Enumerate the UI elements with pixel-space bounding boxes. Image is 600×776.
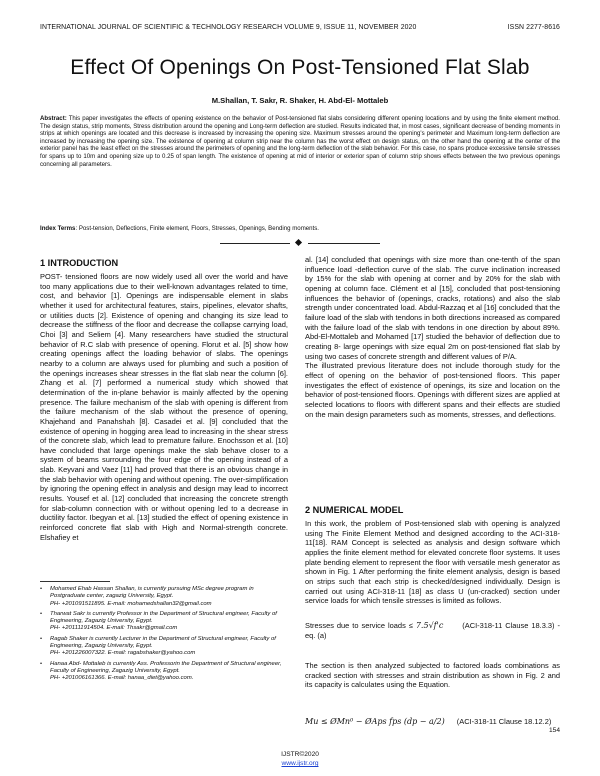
capacity-equation: Mu ≤ ØMn⁰ − ØAps fps (dp − a/2) [305, 717, 445, 726]
stress-limit-equation: 7.5√f'c [415, 621, 444, 630]
intro-paragraph: POST- tensioned floors are now widely used all over the world and have too many applications due to their well-known advantages related to time, cost, and behavior [1]. Openings are indispensable element in slabs whether it used for architectural features, stairs, pipelines, elevator shafts, or utilities ducts [2]. Existence of opening and changing its size lead to decrease the stiffness of the floor and decrease the collapse carrying load, Choi [3] and Seliem [4]. Many researchers have studied the structural behavior of R.C slab with presence of opening. Florut et al. [5] show how creating openings affect the loading behavior of slabs. The openings nearby to a column are always used for plumbing and such a position of the openings increases shear stresses in the flat slab near the column [6]. Zhang et al. [7] performed a numerical study which showed that determination of the in-plane behavior is mainly affected by the opening presence. The failure mechanism of the slab with opening is different from the failure mechanism of the slab without the presence of opening, Khajehand and Panahshah [8]. Casadei et al. [9] concluded that the existence of opening in hogging area lead to increasing in the shear stress of the concrete slab, which lead to premature failure. Enochsson et al. [10] have concluded that large openings make the slab behave closer to a system of beams surrounding the four edge of the opening instead of a slab. Keyvani and Vaez [11] had proved that there is an obvious change in the slab behavior with opening and without opening. The over-simplification by ignoring the opening effect in analysis and design may lead to incorrect results. Yousef et al. [12] concluded that increasing the concrete strength for slab-column connection with or without opening led to a decrease in ductility factor. Ibegyan et al. [13] studied the effect of opening existence in reinforced concrete flat slab with High and Normal-strength concrete. Elshafiey et [40, 272, 288, 542]
footer-copyright: IJSTR©2020 [281, 751, 319, 758]
abstract [40, 115, 560, 168]
right-column [305, 255, 560, 419]
numerical-model-paragraph: In this work, the problem of Post-tensioned slab with opening is analyzed using The Finite Element Method and designed according to the ACI-318-11[18]. RAM Concept is selected as analysis and design software which applies the finite element method for elevated concrete floor systems. It uses plate bending element to represent the floor with versatile mesh generator as shown in Fig. 1 After performing the finite element analysis, design is based on strips such that each strip is checked/designed individually. Design is carried out using ACI-318-11 [18] as class U (un-cracked) section under service loads for which tensile stresses is limited as follows. [305, 519, 560, 606]
capacity-equation-line [305, 717, 560, 727]
section-2-heading: 2 NUMERICAL MODEL [305, 505, 404, 515]
index-terms-label: Index Terms [40, 225, 76, 232]
footer-url-wrap [0, 760, 600, 767]
section-divider [220, 239, 380, 247]
intro-continued: al. [14] concluded that openings with size more than one-tenth of the span influence load -deflection curve of the slab. The curve inclination increased by 15% for the slab with opening at corner and by 20% for the slab with opening at column face. Clément et al [15], concluded that post-tensioning influences the behavior of (openings, cracks, rotations) and also the slab strength under concentrated load. Abdul-Razzaq et al [16] concluded that the failure load of the slab with tendons in both directions increased as compared with the failure load of the slab with tendons in one direction by about 89%. Abd-El-Mottaleb and Mohamed [17] studied the behavior of deflection due to creating 8- large openings with size equal 2m on post-tensioned flat slab by using two cases of concrete strength and different values of P/A. [305, 255, 560, 361]
intro-scope: The illustrated previous literature does not include thorough study for the effect of opening on the behavior of post-tensioned floors. This paper investigates the effect of existence of openings, its size and location on the behavior of post-tensioned floors. Openings with different sizes are applied at selected locations to floors with different spans and their effects are studied on the main design parameters such as moments, stresses, and deflections. [305, 361, 560, 419]
stress-limit-text: Stresses due to service loads ≤ [305, 621, 413, 630]
section-capacity-paragraph: The section is then analyzed subjected to factored loads combinations as cracked section with stresses and strain distribution as shown in Fig. 2 and its capacity is calculates using the Equation. [305, 661, 560, 690]
capacity-equation-reference: (ACI-318-11 Clause 18.12.2) [456, 717, 552, 726]
issn: ISSN 2277-8616 [507, 24, 560, 31]
footnote-rule [40, 581, 110, 582]
footnote-1: • Mohamed Ehab Hassan Shallan, is currently pursuing MSc degree program in Postgraduate center, zagazig University, Egypt. PH- +201091511895. E-mail: mohamedshallan32@gmail.com [40, 586, 254, 607]
stress-limit-reference: (ACI-318-11 Clause 18.3.3) -eq. (a) [305, 621, 560, 640]
index-terms [40, 225, 560, 232]
intro-body [40, 272, 288, 542]
footnote-2: • Tharwat Sakr is currently Professor in the Department of Structural engineer, Faculty of Engineering, Zagazig University, Egypt. PH- +201111914504. E-mail: Thsakr@gmail.com [40, 610, 277, 632]
section-capacity-text [305, 661, 560, 690]
divider-diamond-icon [295, 239, 302, 246]
journal-name: INTERNATIONAL JOURNAL OF SCIENTIFIC & TECHNOLOGY RESEARCH VOLUME 9, ISSUE 11, NOVEMBER 2020 [40, 24, 417, 31]
abstract-label: Abstract: [40, 115, 67, 122]
journal-url-link[interactable]: www.ijstr.org [281, 760, 319, 767]
authors: M.Shallan, T. Sakr, R. Shaker, H. Abd-El- Mottaleb [211, 96, 389, 105]
page-number: 154 [548, 727, 560, 734]
paper-title: Effect Of Openings On Post-Tensioned Flat Slab [70, 56, 530, 79]
footnote-4: • Hanaa Abd- Mottaleb is currently Ass. Professorin the Department of Structural engineer, Faculty of Engineering, Zagazig University, Egypt. PH- +201006161366. E-mail: hanaa_diet@yahoo.com. [40, 660, 282, 682]
author-footnotes [40, 586, 288, 686]
abstract-text: This paper investigates the effects of opening existence on the behavior of Post-tensioned flat slabs considering different opening locations and by using the finite element method. The design status, strip moments, Stress distribution around the opening and Long-term deflection are studied. Results indicated that, in most cases, significant decrease of bending moments in strips at which openings are located and this decrease is increased by increasing the opening size. Maximum stresses around the opening's perimeter and Maximum long-term deflection are increased by increasing the opening size. The existence of opening at column strip near the column has the worst effect on design status, on the other hand the opening at the center of the exterior panel has the least effect on the stresses around the perimeters of opening and the long-term deflection of the slab behavior. For this case, no spans produce excessive tensile stresses for spans up to 10m and opening size up to 0.25 of span length. The existence of opening at mid of interior or exterior span of column strip shows effects between the two previous openings concerning all parameters. [40, 115, 560, 168]
section-1-heading: 1 INTRODUCTION [40, 258, 119, 268]
numerical-model-body [305, 519, 560, 606]
stress-limit-line [305, 621, 560, 640]
footnote-3: • Ragab Shaker is currently Lecturer in the Department of Structural engineer, Faculty of Engineering, Zagazig University, Egypt. PH- +201226007322. E-mail: ragabshaker@yahoo.com [40, 635, 276, 657]
index-terms-text: : Post-tension, Deflections, Finite element, Floors, Stresses, Openings, Bending moments. [75, 225, 319, 232]
